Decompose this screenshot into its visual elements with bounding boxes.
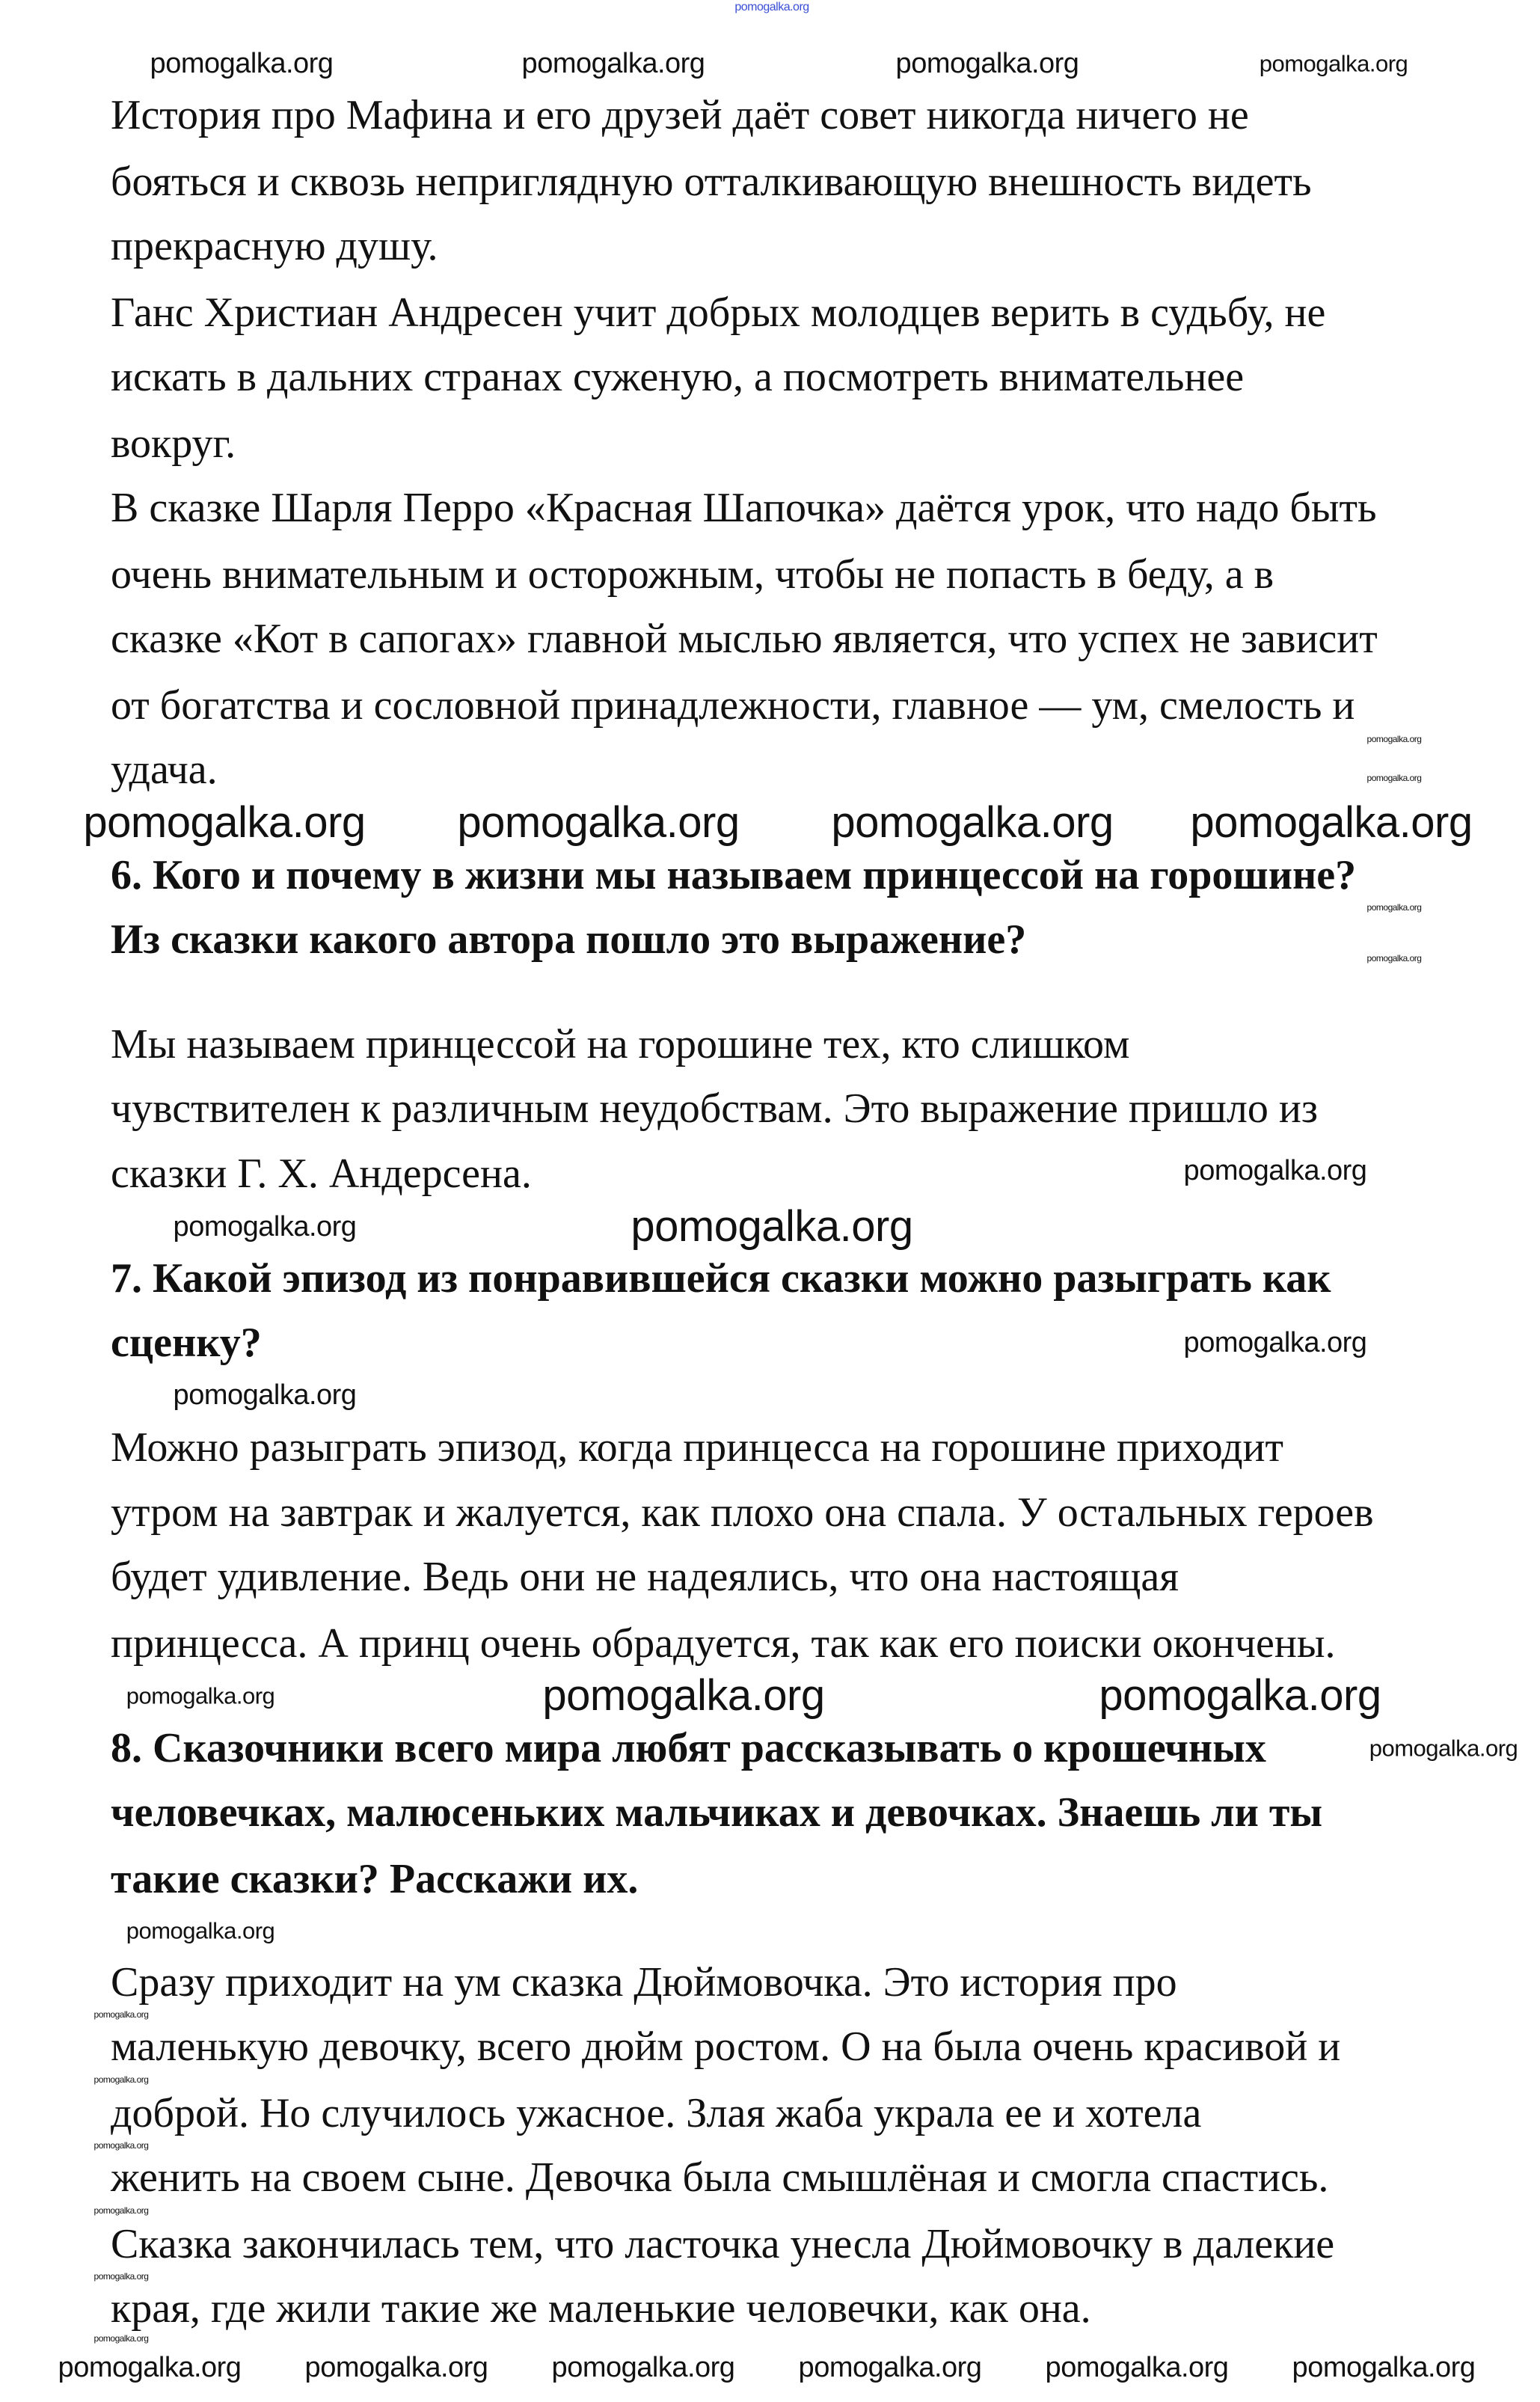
question-heading: Из сказки какого автора пошло это выражение?: [111, 916, 1027, 963]
watermark: pomogalka.org: [1366, 734, 1422, 744]
watermark: pomogalka.org: [93, 2271, 149, 2282]
watermark: pomogalka.org: [93, 2009, 149, 2020]
text-line: прекрасную душу.: [111, 223, 438, 269]
watermark: pomogalka.org: [1366, 902, 1422, 913]
watermark: pomogalka.org: [1183, 1155, 1367, 1186]
text-line: принцесса. А принц очень обрадуется, так как его поиски окончены.: [111, 1620, 1336, 1667]
question-heading: 6. Кого и почему в жизни мы называем принцессой на горошине?: [111, 852, 1357, 898]
watermark[interactable]: pomogalka.org: [734, 1, 809, 13]
question-heading: такие сказки? Расскажи их.: [111, 1856, 639, 1902]
text-line: Можно разыграть эпизод, когда принцесса на горошине приходит: [111, 1424, 1283, 1471]
watermark: pomogalka.org: [521, 48, 705, 79]
watermark: pomogalka.org: [631, 1202, 913, 1251]
text-line: маленькую девочку, всего дюйм ростом. О на была очень красивой и: [111, 2023, 1341, 2070]
question-heading: 8. Сказочники всего мира любят рассказывать о крошечных: [111, 1725, 1266, 1771]
watermark: pomogalka.org: [304, 2352, 488, 2383]
watermark: pomogalka.org: [93, 2140, 149, 2151]
question-heading: 7. Какой эпизод из понравившейся сказки можно разыграть как: [111, 1255, 1331, 1302]
watermark: pomogalka.org: [1190, 798, 1473, 847]
text-line: Сразу приходит на ум сказка Дюймовочка. Это история про: [111, 1959, 1177, 2006]
text-line: удача.: [111, 747, 218, 793]
text-line: чувствителен к различным неудобствам. Это выражение пришло из: [111, 1085, 1318, 1132]
watermark: pomogalka.org: [1183, 1327, 1367, 1358]
text-line: вокруг.: [111, 420, 236, 467]
text-line: очень внимательным и осторожным, чтобы не попасть в беду, а в: [111, 551, 1274, 598]
watermark: pomogalka.org: [173, 1211, 357, 1243]
text-line: Сказка закончилась тем, что ласточка унесла Дюймовочку в далекие: [111, 2221, 1335, 2267]
watermark: pomogalka.org: [126, 1682, 275, 1709]
watermark: pomogalka.org: [1099, 1671, 1381, 1720]
text-line: сказке «Кот в сапогах» главной мыслью является, что успех не зависит: [111, 616, 1378, 662]
watermark: pomogalka.org: [457, 798, 740, 847]
text-line: История про Мафина и его друзей даёт совет никогда ничего не: [111, 92, 1249, 138]
watermark: pomogalka.org: [542, 1671, 825, 1720]
watermark: pomogalka.org: [1045, 2352, 1229, 2383]
watermark: pomogalka.org: [126, 1917, 275, 1944]
watermark: pomogalka.org: [895, 48, 1079, 79]
watermark: pomogalka.org: [83, 798, 366, 847]
watermark: pomogalka.org: [551, 2352, 735, 2383]
watermark: pomogalka.org: [1366, 773, 1422, 783]
watermark: pomogalka.org: [1366, 953, 1422, 963]
text-line: Ганс Христиан Андресен учит добрых молодцев верить в судьбу, не: [111, 289, 1326, 336]
watermark: pomogalka.org: [798, 2352, 982, 2383]
text-line: бояться и сквозь неприглядную отталкивающую внешность видеть: [111, 159, 1312, 205]
watermark: pomogalka.org: [173, 1379, 357, 1411]
watermark: pomogalka.org: [93, 2205, 149, 2216]
watermark: pomogalka.org: [1292, 2352, 1476, 2383]
text-line: края, где жили такие же маленькие человечки, как она.: [111, 2285, 1091, 2332]
question-heading: сценку?: [111, 1320, 262, 1366]
text-line: В сказке Шарля Перро «Красная Шапочка» даётся урок, что надо быть: [111, 485, 1377, 531]
text-line: доброй. Но случилось ужасное. Злая жаба украла ее и хотела: [111, 2090, 1202, 2136]
watermark: pomogalka.org: [150, 48, 334, 79]
text-line: будет удивление. Ведь они не надеялись, что она настоящая: [111, 1554, 1179, 1600]
watermark: pomogalka.org: [1259, 50, 1408, 77]
text-line: Мы называем принцессой на горошине тех, кто слишком: [111, 1021, 1130, 1067]
watermark: pomogalka.org: [93, 2333, 149, 2344]
watermark: pomogalka.org: [93, 2074, 149, 2085]
watermark: pomogalka.org: [831, 798, 1114, 847]
text-line: сказки Г. Х. Андерсена.: [111, 1151, 532, 1197]
text-line: искать в дальних странах суженую, а посмотреть внимательнее: [111, 354, 1245, 400]
text-line: утром на завтрак и жалуется, как плохо она спала. У остальных героев: [111, 1489, 1374, 1536]
watermark: pomogalka.org: [1369, 1735, 1518, 1762]
question-heading: человечках, малюсеньких мальчиках и девочках. Знаешь ли ты: [111, 1789, 1323, 1836]
text-line: от богатства и сословной принадлежности, главное — ум, смелость и: [111, 682, 1355, 729]
text-line: женить на своем сыне. Девочка была смышлёная и смогла спастись.: [111, 2154, 1329, 2201]
watermark: pomogalka.org: [58, 2352, 242, 2383]
